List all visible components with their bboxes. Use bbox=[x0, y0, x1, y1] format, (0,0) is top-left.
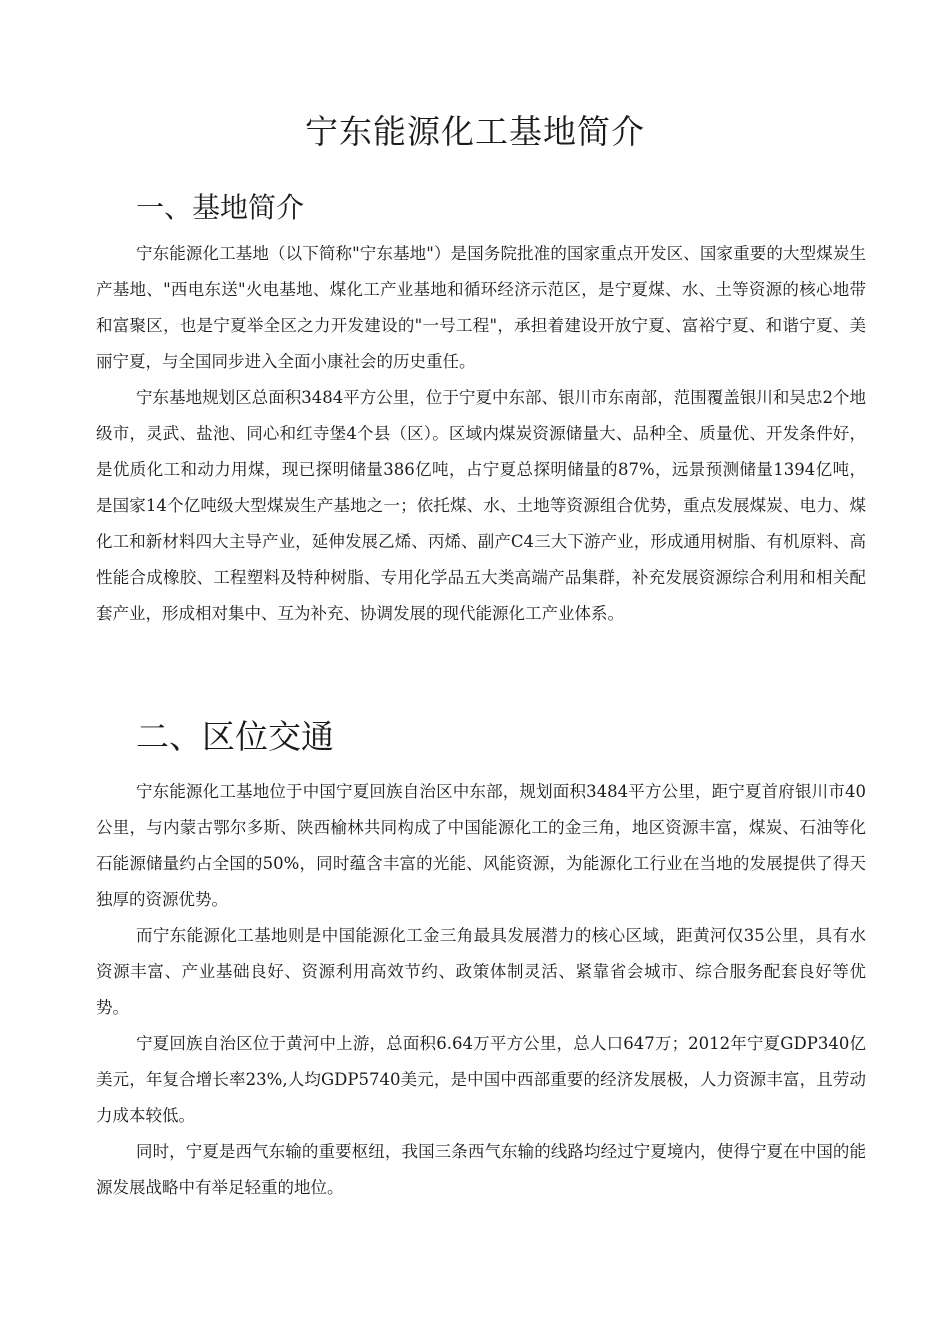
section-body-location bbox=[96, 774, 866, 1206]
document-title: 宁东能源化工基地简介 bbox=[305, 112, 645, 151]
paragraph: 而宁东能源化工基地则是中国能源化工金三角最具发展潜力的核心区域，距黄河仅35公里，具有水资源丰富、产业基础良好、资源利用高效节约、政策体制灵活、紧靠省会城市、综合服务配套良好等优势。 bbox=[96, 926, 866, 1017]
paragraph: 宁东能源化工基地（以下简称"宁东基地"）是国务院批准的国家重点开发区、国家重要的大型煤炭生产基地、"西电东送"火电基地、煤化工产业基地和循环经济示范区，是宁夏煤、水、土等资源的核心地带和富聚区，也是宁夏举全区之力开发建设的"一号工程"，承担着建设开放宁夏、富裕宁夏、和谐宁夏、美丽宁夏，与全国同步进入全面小康社会的历史重任。 bbox=[96, 244, 866, 371]
paragraph: 宁东能源化工基地位于中国宁夏回族自治区中东部，规划面积3484平方公里，距宁夏首府银川市40公里，与内蒙古鄂尔多斯、陕西榆林共同构成了中国能源化工的金三角，地区资源丰富，煤炭、石油等化石能源储量约占全国的50%，同时蕴含丰富的光能、风能资源，为能源化工行业在当地的发展提供了得天独厚的资源优势。 bbox=[96, 782, 866, 909]
section-body-overview bbox=[96, 236, 866, 632]
paragraph: 宁东基地规划区总面积3484平方公里，位于宁夏中东部、银川市东南部，范围覆盖银川和吴忠2个地级市，灵武、盐池、同心和红寺堡4个县（区）。区域内煤炭资源储量大、品种全、质量优、开发条件好，是优质化工和动力用煤，现已探明储量386亿吨，占宁夏总探明储量的87%，远景预测储量1394亿吨，是国家14个亿吨级大型煤炭生产基地之一；依托煤、水、土地等资源组合优势，重点发展煤炭、电力、煤化工和新材料四大主导产业，延伸发展乙烯、丙烯、副产C4三大下游产业，形成通用树脂、有机原料、高性能合成橡胶、工程塑料及特种树脂、专用化学品五大类高端产品集群，补充发展资源综合利用和相关配套产业，形成相对集中、互为补充、协调发展的现代能源化工产业体系。 bbox=[96, 388, 866, 623]
paragraph: 宁夏回族自治区位于黄河中上游，总面积6.64万平方公里，总人口647万；2012年宁夏GDP340亿美元，年复合增长率23%,人均GDP5740美元，是中国中西部重要的经济发展极，人力资源丰富，且劳动力成本较低。 bbox=[96, 1034, 866, 1125]
paragraph: 同时，宁夏是西气东输的重要枢纽，我国三条西气东输的线路均经过宁夏境内，使得宁夏在中国的能源发展战略中有举足轻重的地位。 bbox=[96, 1142, 866, 1197]
section-heading-location: 二、区位交通 bbox=[136, 717, 334, 756]
section-heading-overview: 一、基地简介 bbox=[136, 191, 305, 224]
